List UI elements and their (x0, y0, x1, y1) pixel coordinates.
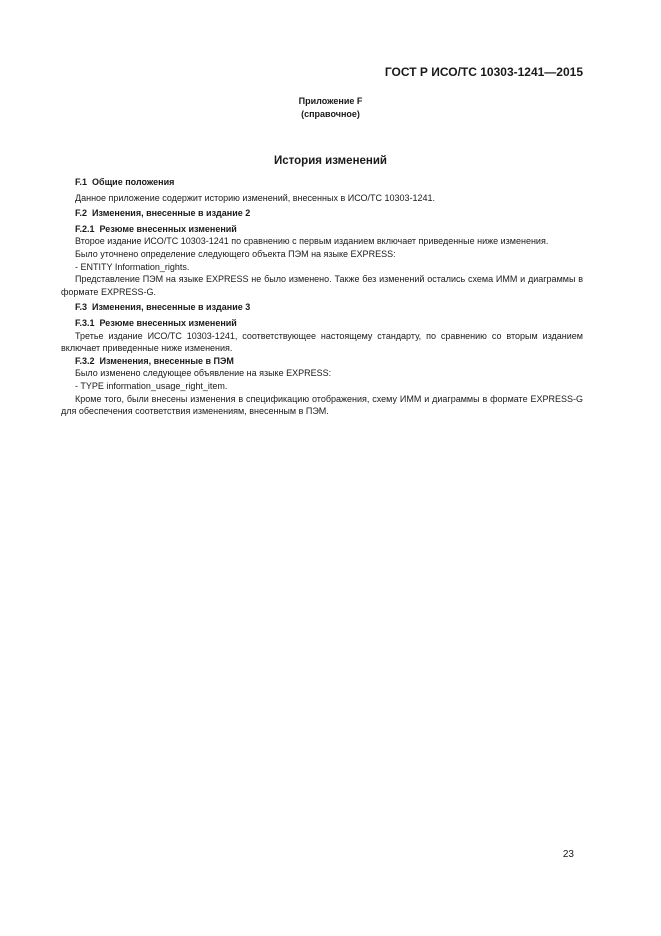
section-f31-heading: F.3.1 Резюме внесенных изменений (75, 317, 237, 328)
annex-title: Приложение F (298, 96, 363, 106)
document-title: История изменений (274, 155, 387, 167)
section-f21-paragraph: Представление ПЭМ на языке EXPRESS не было изменено. Также без изменений остались схема ИММ и диаграммы в формате EXPRESS-G. (61, 274, 583, 297)
section-f21-heading: F.2.1 Резюме внесенных изменений (75, 223, 237, 234)
section-f32-paragraph: Кроме того, были внесены изменения в спецификацию отображения, схему ИММ и диаграммы в формате EXPRESS-G для обеспечения соответствия изменениям, внесенным в ПЭМ. (61, 393, 583, 417)
section-f32-heading: F.3.2 Изменения, внесенные в ПЭМ (75, 355, 234, 366)
document-body (61, 176, 583, 418)
section-f21-paragraph: Второе издание ИСО/ТС 10303-1241 по сравнению с первым изданием включает приведенные ниже изменения. (75, 236, 549, 247)
section-f31-paragraph: Третье издание ИСО/ТС 10303-1241, соответствующее настоящему стандарту, по сравнению со вторым изданием включает приведенные ниже изменения. (61, 330, 583, 354)
section-f1-text: Данное приложение содержит историю изменений, внесенных в ИСО/ТС 10303-1241. (75, 192, 436, 203)
standard-designation: ГОСТ Р ИСО/ТС 10303-1241—2015 (384, 65, 583, 79)
section-f21-paragraph: Было уточнено определение следующего объекта ПЭМ на языке EXPRESS: (75, 248, 396, 259)
page-number: 23 (562, 849, 574, 860)
section-f32-list-item: - TYPE information_usage_right_item. (75, 380, 228, 391)
section-f21-list-item: - ENTITY Information_rights. (75, 261, 190, 272)
section-f3-heading: F.3 Изменения, внесенные в издание 3 (75, 302, 251, 313)
annex-subtitle: (справочное) (301, 109, 360, 119)
section-f32-paragraph: Было изменено следующее объявление на языке EXPRESS: (75, 368, 332, 379)
section-f2-heading: F.2 Изменения, внесенные в издание 2 (75, 208, 251, 219)
section-f1-heading: F.1 Общие положения (75, 177, 175, 187)
